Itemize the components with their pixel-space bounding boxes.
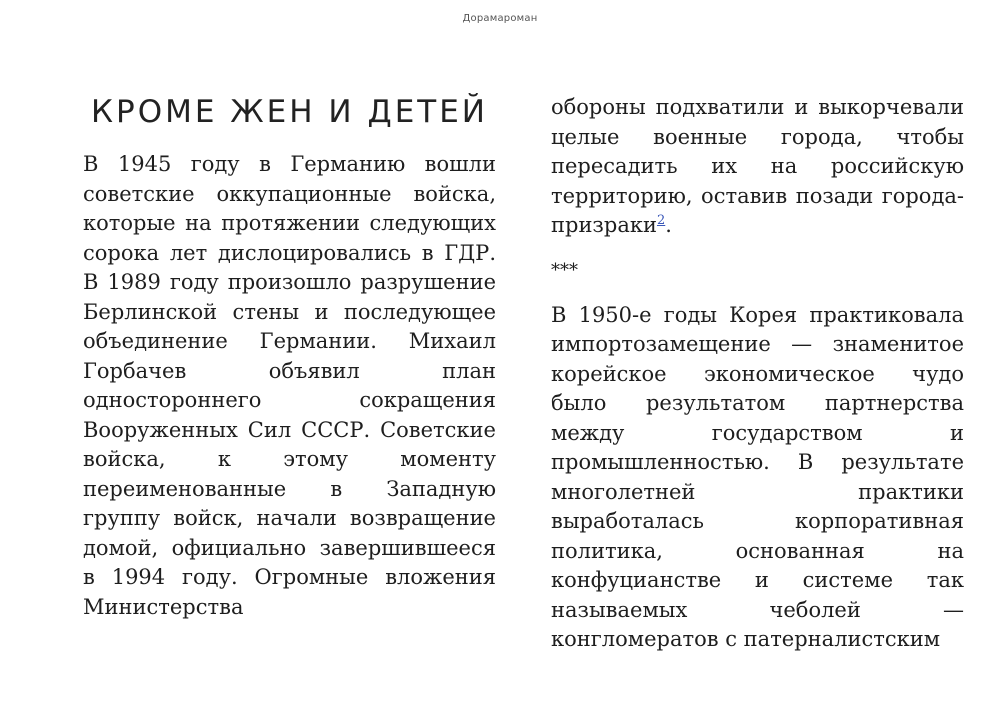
running-header: Дорамароман bbox=[462, 13, 538, 24]
right-column bbox=[551, 93, 964, 655]
left-column bbox=[83, 90, 496, 622]
left-paragraph: В 1945 году в Германию вошли советские оккупационные войска, которые на протяжении следующих сорока лет дислоцировались в ГДР. В 1989 году произошло разрушение Берлинской стены и последующее объединение Германии. Михаил Горбачев объявил план одностороннего сокращения Вооруженных Сил СССР. Советские войска, к этому моменту переименованные в Западную группу войск, начали возвращение домой, официально завершившееся в 1994 году. Огромные вложения Министерства bbox=[83, 152, 496, 619]
section-separator: *** bbox=[551, 259, 578, 281]
footnote-link[interactable]: 2 bbox=[656, 213, 666, 228]
continuation-end: . bbox=[665, 213, 672, 237]
continuation-paragraph bbox=[551, 93, 964, 241]
right-paragraph: В 1950-е годы Корея практиковала импортозамещение — знаменитое корейское экономическое чудо было результатом партнерства между государством и промышленностью. В результате многолетней практики выработалась корпоративная политика, основанная на конфуцианстве и системе так называемых чеболей — конгломератов с патерналистским bbox=[551, 302, 964, 651]
chapter-title: КРОМЕ ЖЕН И ДЕТЕЙ bbox=[91, 94, 488, 130]
continuation-text: обороны подхватили и выкорчевали целые военные города, чтобы пересадить их на российскую территорию, оставив позади города-призраки bbox=[551, 95, 964, 237]
